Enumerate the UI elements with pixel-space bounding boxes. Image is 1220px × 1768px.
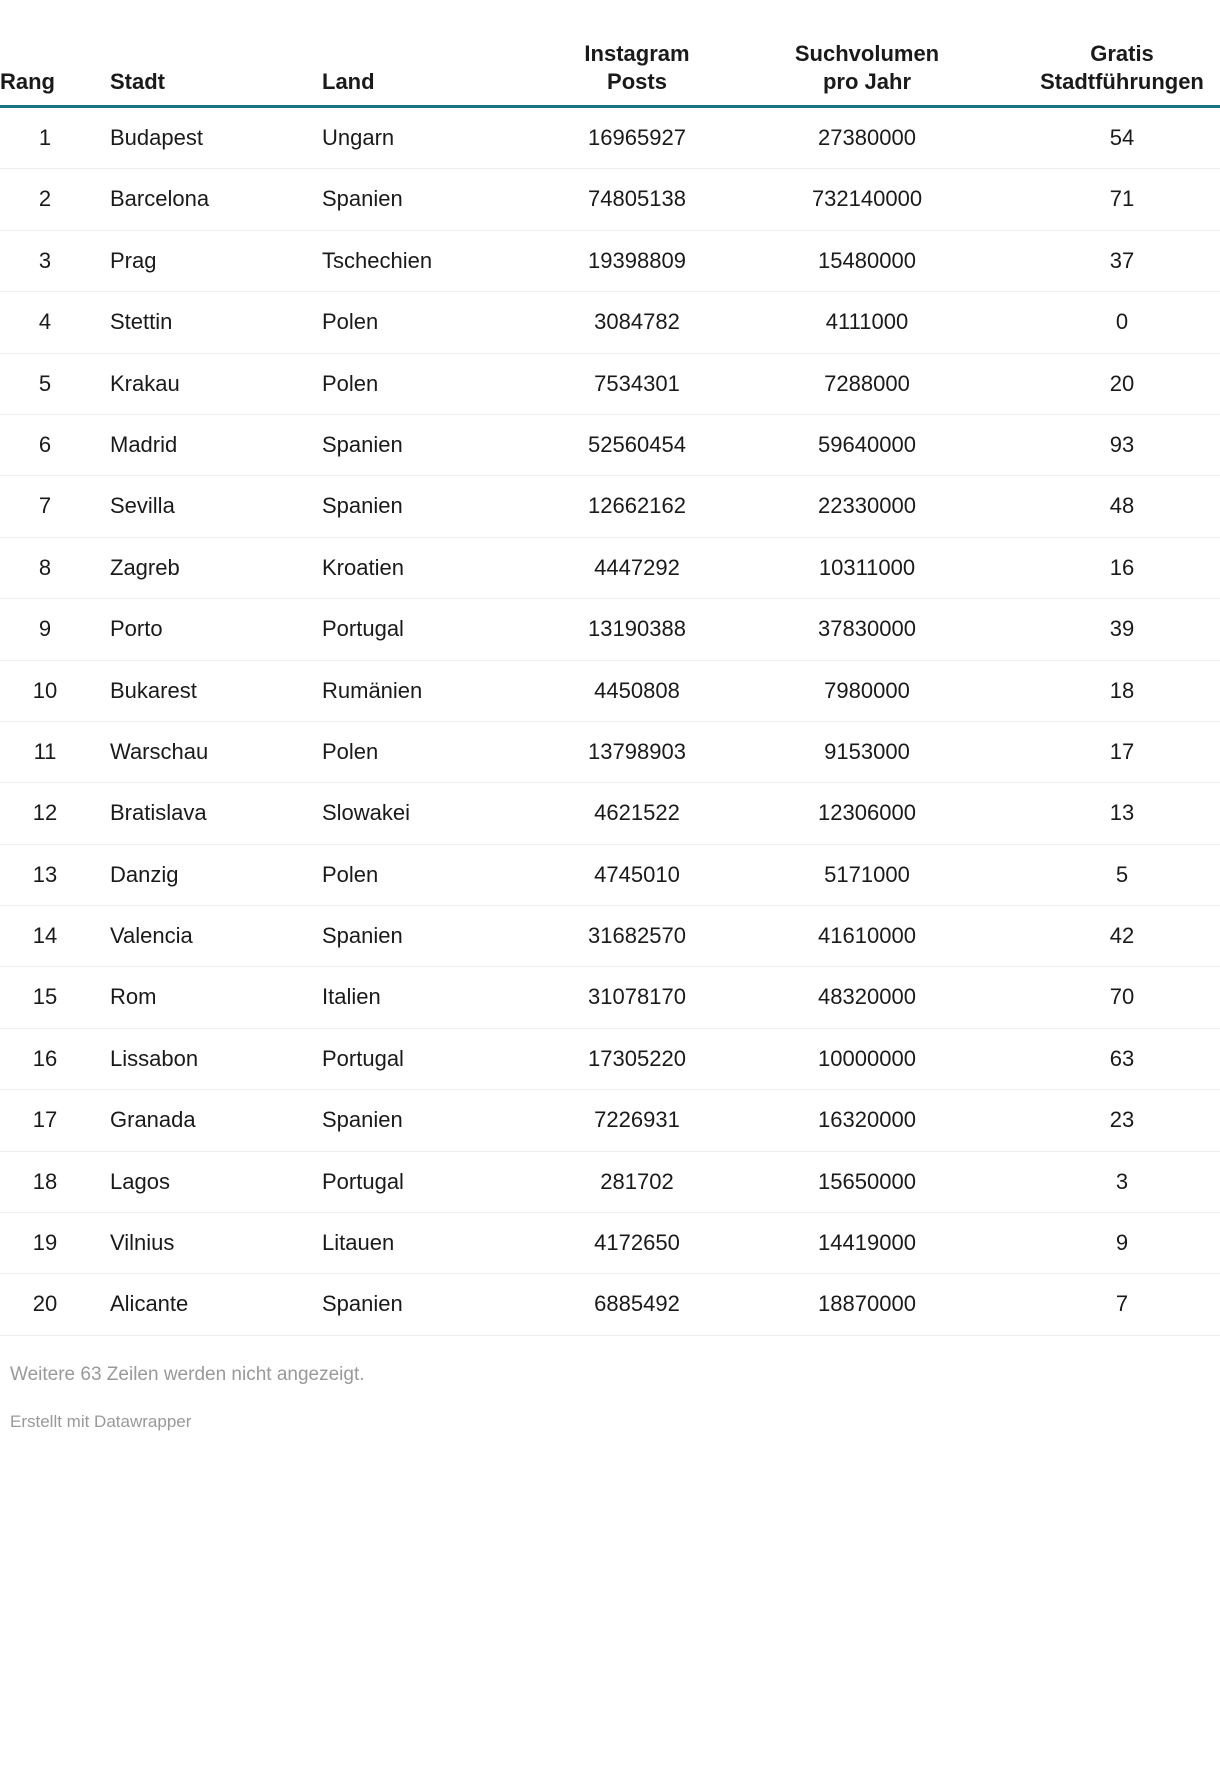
cell-instagram-posts: 3084782 bbox=[522, 292, 752, 353]
cell-free-tours: 20 bbox=[982, 353, 1220, 414]
cell-country: Polen bbox=[300, 292, 522, 353]
cell-free-tours: 18 bbox=[982, 660, 1220, 721]
cell-rank: 11 bbox=[0, 721, 90, 782]
cell-city: Zagreb bbox=[90, 537, 300, 598]
cell-rank: 19 bbox=[0, 1213, 90, 1274]
cell-rank: 18 bbox=[0, 1151, 90, 1212]
cell-country: Portugal bbox=[300, 1028, 522, 1089]
column-header-country[interactable] bbox=[300, 40, 522, 107]
cell-instagram-posts: 7226931 bbox=[522, 1090, 752, 1151]
cell-instagram-posts: 6885492 bbox=[522, 1274, 752, 1335]
cell-free-tours: 7 bbox=[982, 1274, 1220, 1335]
column-header-search-volume[interactable] bbox=[752, 40, 982, 107]
column-header-free-tours[interactable] bbox=[982, 40, 1220, 107]
cell-instagram-posts: 4172650 bbox=[522, 1213, 752, 1274]
cell-city: Madrid bbox=[90, 414, 300, 475]
table-header-row bbox=[0, 40, 1220, 107]
cell-free-tours: 17 bbox=[982, 721, 1220, 782]
column-header-free-tours-line2: Stadtführungen bbox=[1040, 68, 1204, 94]
cell-free-tours: 23 bbox=[982, 1090, 1220, 1151]
cell-instagram-posts: 31682570 bbox=[522, 906, 752, 967]
cell-country: Spanien bbox=[300, 906, 522, 967]
column-header-instagram-posts[interactable] bbox=[522, 40, 752, 107]
cell-instagram-posts: 4621522 bbox=[522, 783, 752, 844]
cell-search-volume: 7980000 bbox=[752, 660, 982, 721]
cell-country: Kroatien bbox=[300, 537, 522, 598]
column-header-rank[interactable] bbox=[0, 40, 90, 107]
cell-search-volume: 5171000 bbox=[752, 844, 982, 905]
table-row bbox=[0, 721, 1220, 782]
cell-instagram-posts: 16965927 bbox=[522, 107, 752, 169]
data-table bbox=[0, 40, 1220, 1336]
cell-rank: 14 bbox=[0, 906, 90, 967]
table-row bbox=[0, 906, 1220, 967]
cell-instagram-posts: 13798903 bbox=[522, 721, 752, 782]
table-row bbox=[0, 1028, 1220, 1089]
table-body bbox=[0, 107, 1220, 1336]
cell-rank: 17 bbox=[0, 1090, 90, 1151]
cell-free-tours: 48 bbox=[982, 476, 1220, 537]
cell-free-tours: 3 bbox=[982, 1151, 1220, 1212]
table-row bbox=[0, 1213, 1220, 1274]
cell-free-tours: 5 bbox=[982, 844, 1220, 905]
cell-search-volume: 14419000 bbox=[752, 1213, 982, 1274]
cell-free-tours: 70 bbox=[982, 967, 1220, 1028]
cell-search-volume: 48320000 bbox=[752, 967, 982, 1028]
cell-instagram-posts: 19398809 bbox=[522, 230, 752, 291]
cell-search-volume: 41610000 bbox=[752, 906, 982, 967]
table-row bbox=[0, 292, 1220, 353]
cell-city: Valencia bbox=[90, 906, 300, 967]
column-header-city[interactable] bbox=[90, 40, 300, 107]
table-row bbox=[0, 414, 1220, 475]
cell-free-tours: 93 bbox=[982, 414, 1220, 475]
column-header-country-line1: Land bbox=[322, 68, 375, 94]
cell-city: Prag bbox=[90, 230, 300, 291]
cell-instagram-posts: 4450808 bbox=[522, 660, 752, 721]
column-header-rank-line1: Rang bbox=[0, 68, 55, 94]
cell-city: Krakau bbox=[90, 353, 300, 414]
cell-rank: 16 bbox=[0, 1028, 90, 1089]
cell-search-volume: 59640000 bbox=[752, 414, 982, 475]
cell-free-tours: 71 bbox=[982, 169, 1220, 230]
cell-free-tours: 42 bbox=[982, 906, 1220, 967]
cell-country: Spanien bbox=[300, 169, 522, 230]
table-row bbox=[0, 783, 1220, 844]
column-header-search-volume-line2: pro Jahr bbox=[822, 68, 912, 94]
cell-country: Litauen bbox=[300, 1213, 522, 1274]
cell-city: Barcelona bbox=[90, 169, 300, 230]
cell-search-volume: 27380000 bbox=[752, 107, 982, 169]
hidden-rows-note: Weitere 63 Zeilen werden nicht angezeigt. bbox=[10, 1363, 365, 1385]
column-header-city-line1: Stadt bbox=[110, 68, 165, 94]
cell-free-tours: 39 bbox=[982, 599, 1220, 660]
cell-country: Spanien bbox=[300, 1274, 522, 1335]
table-row bbox=[0, 107, 1220, 169]
cell-rank: 3 bbox=[0, 230, 90, 291]
cell-rank: 5 bbox=[0, 353, 90, 414]
cell-search-volume: 15480000 bbox=[752, 230, 982, 291]
table-header bbox=[0, 40, 1220, 107]
column-header-instagram-posts-line1: Instagram bbox=[584, 41, 690, 66]
cell-city: Alicante bbox=[90, 1274, 300, 1335]
cell-country: Polen bbox=[300, 721, 522, 782]
column-header-free-tours-line1: Gratis bbox=[1090, 41, 1154, 66]
cell-city: Granada bbox=[90, 1090, 300, 1151]
cell-city: Bukarest bbox=[90, 660, 300, 721]
cell-city: Lissabon bbox=[90, 1028, 300, 1089]
cell-free-tours: 54 bbox=[982, 107, 1220, 169]
cell-instagram-posts: 281702 bbox=[522, 1151, 752, 1212]
table-row bbox=[0, 230, 1220, 291]
cell-city: Porto bbox=[90, 599, 300, 660]
table-row bbox=[0, 537, 1220, 598]
cell-instagram-posts: 31078170 bbox=[522, 967, 752, 1028]
cell-free-tours: 9 bbox=[982, 1213, 1220, 1274]
cell-instagram-posts: 4745010 bbox=[522, 844, 752, 905]
table-row bbox=[0, 1151, 1220, 1212]
cell-instagram-posts: 52560454 bbox=[522, 414, 752, 475]
cell-country: Polen bbox=[300, 844, 522, 905]
cell-free-tours: 37 bbox=[982, 230, 1220, 291]
cell-city: Sevilla bbox=[90, 476, 300, 537]
cell-city: Danzig bbox=[90, 844, 300, 905]
cell-instagram-posts: 17305220 bbox=[522, 1028, 752, 1089]
cell-city: Rom bbox=[90, 967, 300, 1028]
column-header-search-volume-line1: Suchvolumen bbox=[794, 41, 940, 66]
cell-search-volume: 10311000 bbox=[752, 537, 982, 598]
cell-city: Vilnius bbox=[90, 1213, 300, 1274]
cell-country: Italien bbox=[300, 967, 522, 1028]
table-row bbox=[0, 1274, 1220, 1335]
cell-free-tours: 13 bbox=[982, 783, 1220, 844]
cell-country: Tschechien bbox=[300, 230, 522, 291]
cell-country: Slowakei bbox=[300, 783, 522, 844]
cell-search-volume: 16320000 bbox=[752, 1090, 982, 1151]
cell-rank: 15 bbox=[0, 967, 90, 1028]
datawrapper-credit[interactable]: Erstellt mit Datawrapper bbox=[10, 1411, 192, 1431]
cell-country: Ungarn bbox=[300, 107, 522, 169]
cell-city: Lagos bbox=[90, 1151, 300, 1212]
cell-search-volume: 12306000 bbox=[752, 783, 982, 844]
table-row bbox=[0, 967, 1220, 1028]
cell-search-volume: 732140000 bbox=[752, 169, 982, 230]
cell-city: Budapest bbox=[90, 107, 300, 169]
cell-rank: 10 bbox=[0, 660, 90, 721]
cell-instagram-posts: 12662162 bbox=[522, 476, 752, 537]
table-row bbox=[0, 660, 1220, 721]
cell-country: Rumänien bbox=[300, 660, 522, 721]
cell-rank: 12 bbox=[0, 783, 90, 844]
cell-instagram-posts: 74805138 bbox=[522, 169, 752, 230]
cell-search-volume: 7288000 bbox=[752, 353, 982, 414]
cell-country: Portugal bbox=[300, 599, 522, 660]
cell-rank: 9 bbox=[0, 599, 90, 660]
cell-city: Warschau bbox=[90, 721, 300, 782]
cell-rank: 13 bbox=[0, 844, 90, 905]
column-header-instagram-posts-line2: Posts bbox=[607, 68, 667, 94]
cell-country: Polen bbox=[300, 353, 522, 414]
cell-search-volume: 4111000 bbox=[752, 292, 982, 353]
cell-rank: 8 bbox=[0, 537, 90, 598]
cell-city: Stettin bbox=[90, 292, 300, 353]
table-row bbox=[0, 1090, 1220, 1151]
cell-search-volume: 9153000 bbox=[752, 721, 982, 782]
cell-free-tours: 63 bbox=[982, 1028, 1220, 1089]
cell-rank: 1 bbox=[0, 107, 90, 169]
cell-instagram-posts: 13190388 bbox=[522, 599, 752, 660]
cell-city: Bratislava bbox=[90, 783, 300, 844]
cell-search-volume: 10000000 bbox=[752, 1028, 982, 1089]
cell-instagram-posts: 7534301 bbox=[522, 353, 752, 414]
table-row bbox=[0, 599, 1220, 660]
cell-country: Spanien bbox=[300, 414, 522, 475]
cell-rank: 4 bbox=[0, 292, 90, 353]
cell-search-volume: 22330000 bbox=[752, 476, 982, 537]
cell-search-volume: 15650000 bbox=[752, 1151, 982, 1212]
cell-instagram-posts: 4447292 bbox=[522, 537, 752, 598]
cell-free-tours: 16 bbox=[982, 537, 1220, 598]
cell-search-volume: 37830000 bbox=[752, 599, 982, 660]
cell-rank: 20 bbox=[0, 1274, 90, 1335]
cell-country: Portugal bbox=[300, 1151, 522, 1212]
table-row bbox=[0, 169, 1220, 230]
cell-search-volume: 18870000 bbox=[752, 1274, 982, 1335]
cell-rank: 7 bbox=[0, 476, 90, 537]
table-row bbox=[0, 353, 1220, 414]
cell-rank: 2 bbox=[0, 169, 90, 230]
cell-rank: 6 bbox=[0, 414, 90, 475]
table-row bbox=[0, 476, 1220, 537]
cell-country: Spanien bbox=[300, 1090, 522, 1151]
table-row bbox=[0, 844, 1220, 905]
cell-country: Spanien bbox=[300, 476, 522, 537]
cell-free-tours: 0 bbox=[982, 292, 1220, 353]
